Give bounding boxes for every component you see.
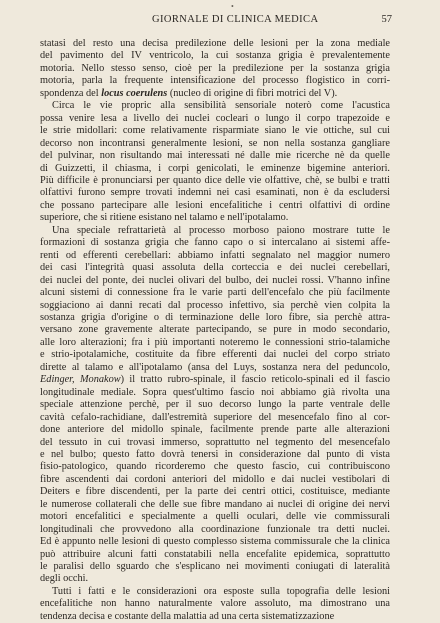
article-body	[40, 38, 390, 623]
text-line: del pavimento del IV ventricolo, la cui sostanza grigia è prevalentemente	[40, 50, 390, 62]
text-line: longitudinale mediale. Sopra quest'ultimo fascio noi abbiamo già rivolta una	[40, 386, 390, 398]
text-line: le numerose collaterali che delle sue fibre mandano ai nuclei di origine dei nervi	[40, 498, 390, 510]
text-line: del tessuto in cui trovasi immerso, soprattutto nel tegmento del mesencefalo	[40, 436, 390, 448]
text-line: del pulvinar, non risultando mai interessati né dalle mie ricerche nè da quelle	[40, 150, 390, 162]
text-line: sostanza grigia d'origine o di terminazione delle loro fibre, sia perchè attra-	[40, 311, 390, 323]
text-line: dei nuclei del ponte, dei nuclei olivari del bulbo, dei nuclei rossi. V'hanno infine	[40, 274, 390, 286]
text-line: Più difficile è pronunciarsi per quanto dice delle vie olfattive, chè, se bulbi e tratti	[40, 174, 390, 186]
paragraph	[40, 225, 390, 586]
page-number: 57	[381, 14, 392, 25]
paragraph	[40, 38, 390, 100]
text-line: di Guizzetti, il chiasma, i corpi genicolati, le eminenze bigemine anteriori.	[40, 162, 390, 174]
text-line: Circa le vie propric alla sensibilità sensoriale noterò come l'acustica	[52, 100, 390, 112]
text-line: dirette al talamo e all'ipotalamo (ansa del Luys, sostanza nera del peduncolo,	[40, 361, 390, 373]
text-line: spondenza del locus coerulens (nucleo di origine di fibri motrici del V).	[40, 87, 338, 99]
text-line: formazioni di sostanza grigia che fanno capo o si intercalano ai sistemi affe-	[40, 237, 390, 249]
text-line: done anteriore del midollo spinale, facilmente prende parte alle alterazioni	[40, 424, 390, 436]
text-line: cavità cefalo-rachidiane, dall'estremità superiore del mesencefalo fino al cor-	[40, 411, 390, 423]
text-line: e strio-ipotalamiche, costituite da fibre efferenti dai nuclei del corpo striato	[40, 349, 390, 361]
running-title: GIORNALE DI CLINICA MEDICA	[152, 14, 319, 25]
text-line: Edinger, Monakow) il tratto rubro-spinale, il fascio reticolo-spinali ed il fascio	[40, 374, 390, 386]
bold-italic-term: locus coerulens	[101, 87, 168, 99]
text-line: motori encefalitici e specialmente a quelli oculari, delle vie commissurali	[40, 511, 390, 523]
text-line: degli occhi.	[40, 573, 89, 585]
text-line: Una speciale refrattarietà al processo morboso paiono mostrare tutte le	[52, 224, 390, 236]
text-line: che possano partecipare alle lesioni encefalitiche i centri olfattivi di ordine	[40, 199, 390, 211]
text-line: Deiters e fibre discendenti, per la parte dei centri ottici, costituisce, mediante	[40, 486, 390, 498]
text-line: longitudinali che provvedono alla coordinazione funzionale tra detti nuclei.	[40, 523, 390, 535]
text-line: motoria, parla la frequente intensificazione del processo flogistico in corri-	[40, 75, 390, 87]
text-line: speciale attenzione perchè, per il suo decorso lungo la parte ventrale delle	[40, 399, 390, 411]
text-line: tendenza decisa e costante della malattia ad una certa sistematizzazione	[40, 610, 335, 622]
paragraph	[40, 586, 390, 623]
text-line: superiore, che si ritiene esistano nel talamo e nell'ipotalamo.	[40, 212, 289, 224]
text-line: versano zone gravemente alterate partecipando, se pure in modo secondario,	[40, 324, 390, 336]
text-line: motoria. Nello stesso senso, cioè per la predilezione per la sostanza grigia	[40, 62, 390, 74]
italic-term: Edinger, Monakow	[40, 374, 121, 386]
text-line: soggiaciono ai danni recati dal processo infettivo, sia perchè vien colpita la	[40, 299, 390, 311]
text-line: e nel bulbo; questo fatto dovrà tenersi in considerazione dal punto di vista	[40, 448, 390, 460]
text-line: fibre ascendenti dai cordoni anteriori del midollo e dai nuclei vestibolari di	[40, 473, 390, 485]
text-line: alcuni sistemi di connessione fra le varie parti dell'encefalo che più facilmente	[40, 287, 390, 299]
text-line: statasi del resto una decisa predilezione delle lesioni per la zona mediale	[40, 38, 390, 49]
text-line: le strie midollari: come relativamente risparmiate siano le vie ottiche, sul cui	[40, 125, 390, 137]
text-line: decorso non incontransi generalmente lesioni, se non nella sostanza gangliare	[40, 137, 390, 149]
text-line: olfattivi furono sempre trovati indemni nei casi esaminati, non è da escludersi	[40, 187, 390, 199]
text-line: possa venire lesa a livello dei nuclei cocleari o lungo il corpo trapezoide e	[40, 112, 390, 124]
text-line: Ed è appunto nelle lesioni di questo complesso sistema commissurale che la clinica	[40, 536, 390, 548]
text-line: le paralisi dello sguardo che s'esplicano nei movimenti coniugati di lateralità	[40, 561, 390, 573]
text-line: encefalitiche non hanno naturalmente valore assoluto, ma dimostrano una	[40, 598, 390, 610]
text-line: dei casi l'integrità quasi assoluta della corteccia e dei nuclei cerebellari,	[40, 262, 390, 274]
page-header	[40, 14, 392, 28]
text-line: renti od efferenti cerebellari: abbiamo infatti segnalato nel maggior numero	[40, 249, 390, 261]
paragraph	[40, 100, 390, 225]
text-line: può attribuire alcuni fatti constatabili nella encefalite epidemica, soprattutto	[40, 548, 390, 560]
top-mark: •	[231, 2, 234, 11]
text-line: fisio-patologico, quando ricorderemo che questo fascio, cui contribuiscono	[40, 461, 390, 473]
text-line: Tutti i fatti e le considerazioni ora esposte sulla topografia delle lesioni	[52, 585, 390, 597]
text-line: alle loro alterazioni; fra i più importanti noteremo le connessioni strio-talamiche	[40, 336, 390, 348]
